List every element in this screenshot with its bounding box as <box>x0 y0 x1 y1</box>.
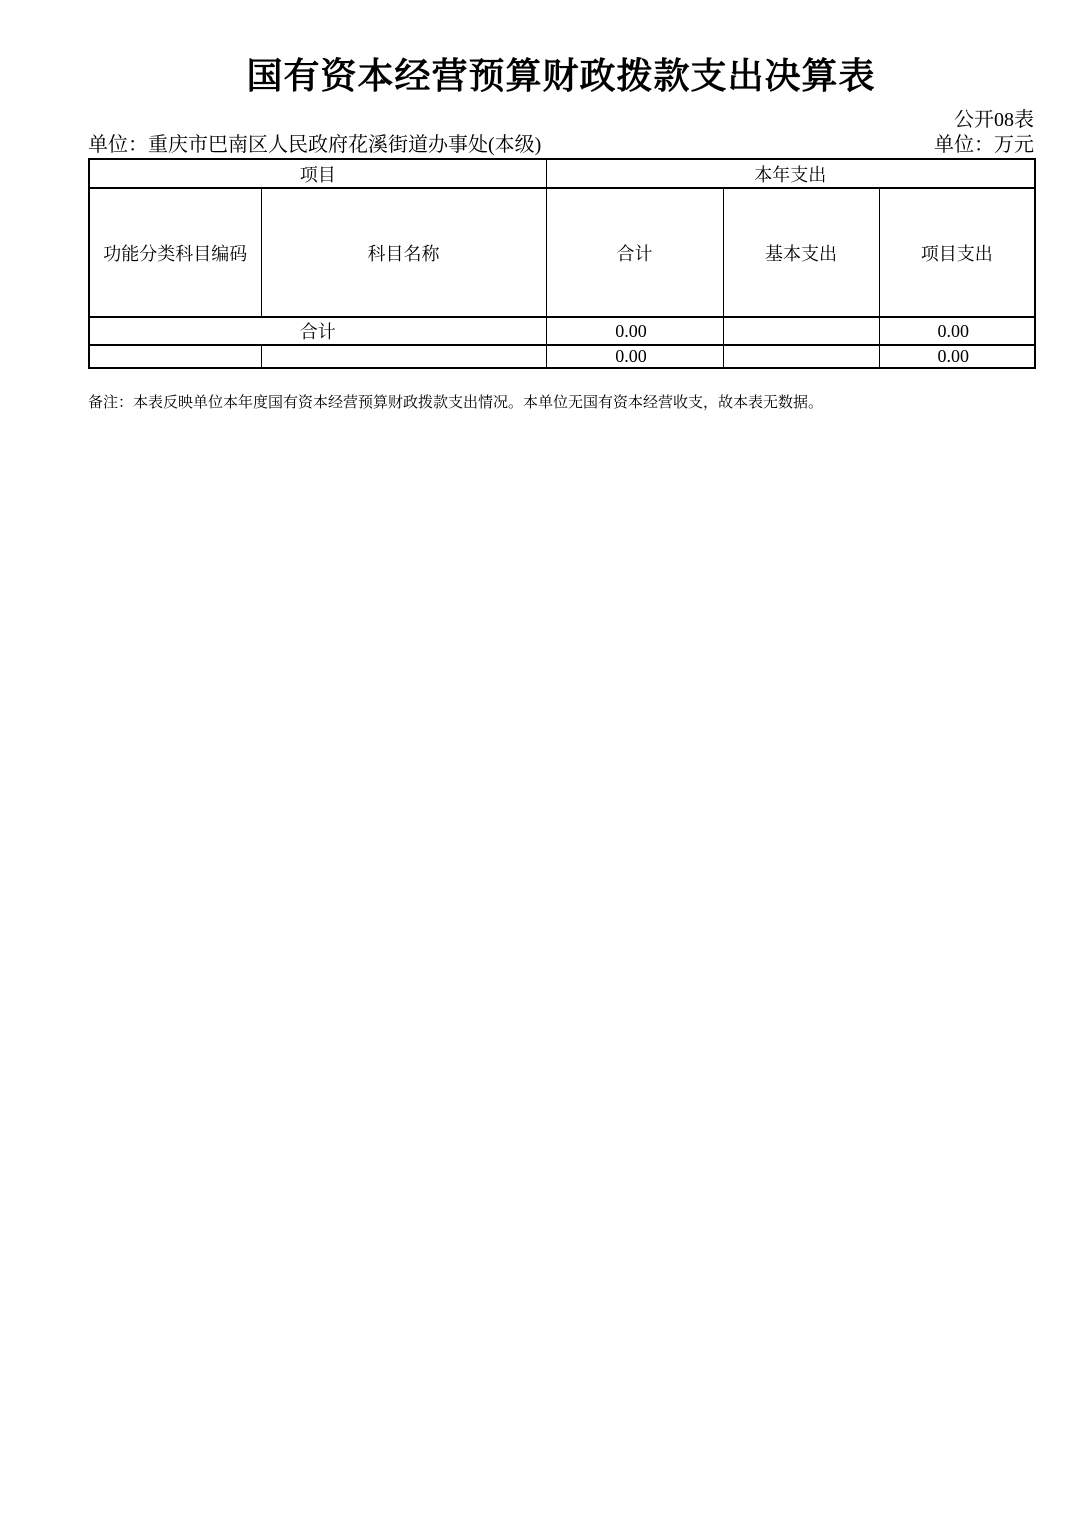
table-number-label: 公开08表 <box>954 109 1034 131</box>
org-unit-label: 单位：重庆市巴南区人民政府花溪街道办事处(本级) <box>88 134 542 156</box>
footnote: 备注：本表反映单位本年度国有资本经营预算财政拨款支出情况。本单位无国有资本经营收支，故本表无数据。 <box>88 395 824 411</box>
table-column-header-row <box>89 188 1035 317</box>
document-content <box>88 0 1034 414</box>
total-row-project-value: 0.00 <box>879 317 1035 345</box>
detail-row-code-cell <box>89 345 261 368</box>
group-header-current-year-expenditure: 本年支出 <box>546 159 1035 188</box>
column-header-function-code: 功能分类科目编码 <box>89 188 261 317</box>
group-header-project: 项目 <box>89 159 546 188</box>
detail-row-project-value: 0.00 <box>879 345 1035 368</box>
column-header-subject-name: 科目名称 <box>261 188 546 317</box>
detail-row-total-value: 0.00 <box>546 345 723 368</box>
total-row-basic-value <box>723 317 879 345</box>
total-row-label: 合计 <box>89 317 546 345</box>
column-header-project-expenditure: 项目支出 <box>879 188 1035 317</box>
column-header-basic-expenditure: 基本支出 <box>723 188 879 317</box>
table-row-detail <box>89 345 1035 368</box>
meta-row <box>88 134 1034 157</box>
table-row-total <box>89 317 1035 345</box>
table-group-header-row <box>89 159 1035 188</box>
detail-row-basic-value <box>723 345 879 368</box>
total-row-total-value: 0.00 <box>546 317 723 345</box>
expenditure-table <box>88 158 1036 369</box>
currency-unit-label: 单位：万元 <box>934 134 1034 156</box>
detail-row-name-cell <box>261 345 546 368</box>
column-header-total: 合计 <box>546 188 723 317</box>
page-title: 国有资本经营预算财政拨款支出决算表 <box>246 56 876 96</box>
